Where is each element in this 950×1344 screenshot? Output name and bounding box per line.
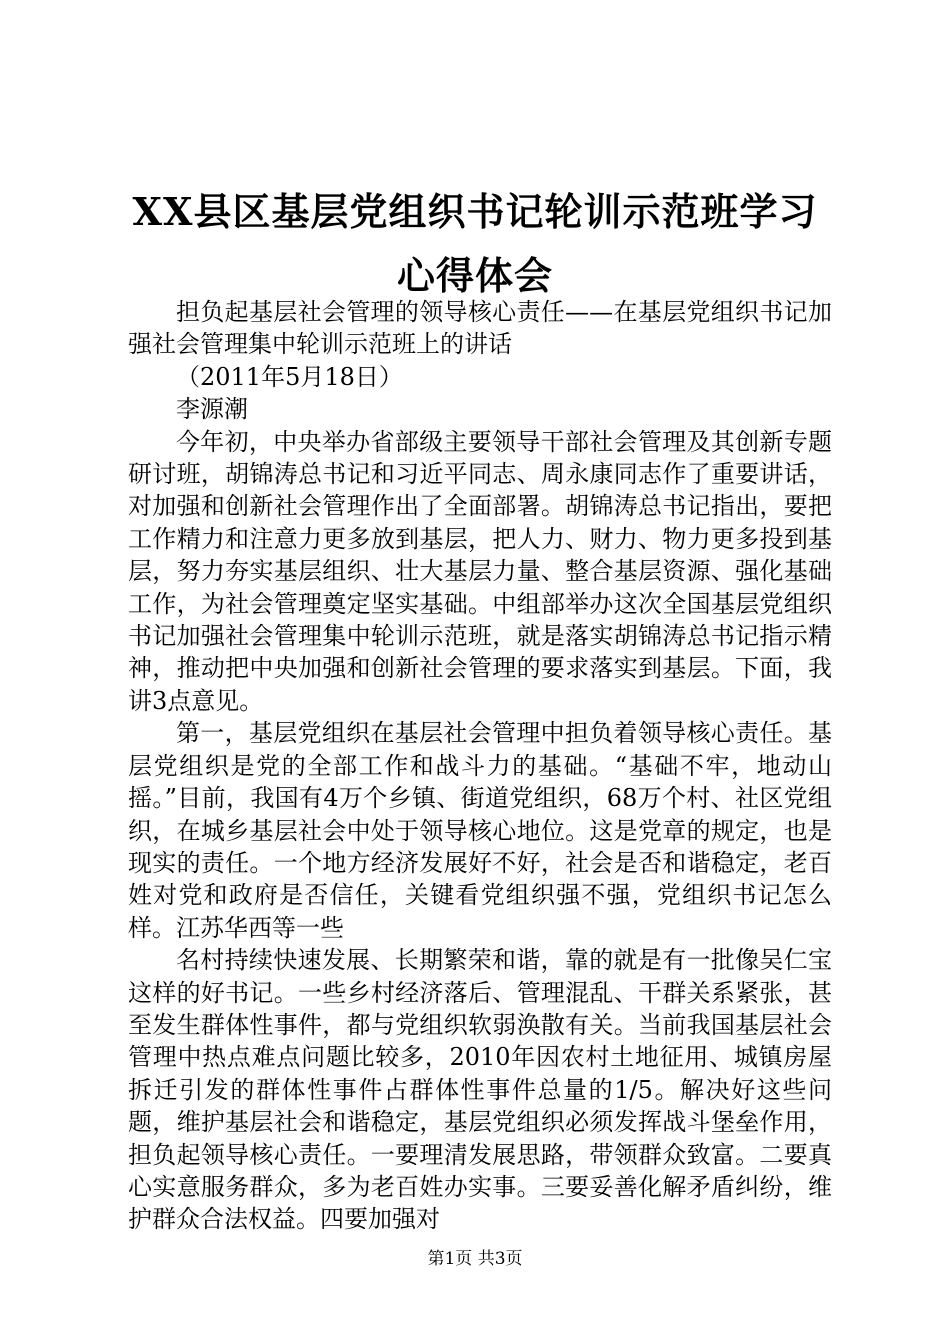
body-paragraph: 第一，基层党组织在基层社会管理中担负着领导核心责任。基层党组织是党的全部工作和战斗力的基础。“基础不牢，地动山摇。”目前，我国有4万个乡镇、街道党组织，68万个村、社区党组织，在城乡基层社会中处于领导核心地位。这是党章的规定，也是现实的责任。一个地方经济发展好不好，社会是否和谐稳定，老百姓对党和政府是否信任，关键看党组织强不强，党组织书记怎么样。江苏华西等一些 (128, 719, 832, 942)
document-body (128, 296, 832, 1236)
document-title: XX县区基层党组织书记轮训示范班学习心得体会 (132, 189, 818, 298)
speech-author: 李源潮 (176, 395, 248, 424)
body-paragraph: 名村持续快速发展、长期繁荣和谐，靠的就是有一批像吴仁宝这样的好书记。一些乡村经济落后、管理混乱、干群关系紧张，甚至发生群体性事件，都与党组织软弱涣散有关。当前我国基层社会管理中热点难点问题比较多，2010年因农村土地征用、城镇房屋拆迁引发的群体性事件占群体性事件总量的1/5。解决好这些问题，维护基层社会和谐稳定，基层党组织必须发挥战斗堡垒作用，担负起领导核心责任。一要理清发展思路，带领群众致富。二要真心实意服务群众，多为老百姓办实事。三要妥善化解矛盾纠纷，维护群众合法权益。四要加强对 (128, 946, 832, 1234)
speech-date: （2011年5月18日） (176, 362, 403, 391)
speech-heading: 担负起基层社会管理的领导核心责任——在基层党组织书记加强社会管理集中轮训示范班上的讲话 (128, 298, 832, 359)
body-paragraph: 今年初，中央举办省部级主要领导干部社会管理及其创新专题研讨班，胡锦涛总书记和习近平同志、周永康同志作了重要讲话，对加强和创新社会管理作出了全面部署。胡锦涛总书记指出，要把工作精力和注意力更多放到基层，把人力、财力、物力更多投到基层，努力夯实基层组织、壮大基层力量、整合基层资源、强化基础工作，为社会管理奠定坚实基础。中组部举办这次全国基层党组织书记加强社会管理集中轮训示范班，就是落实胡锦涛总书记指示精神，推动把中央加强和创新社会管理的要求落实到基层。下面，我讲3点意见。 (128, 427, 832, 715)
page-number-footer: 第1页 共3页 (427, 1249, 523, 1269)
